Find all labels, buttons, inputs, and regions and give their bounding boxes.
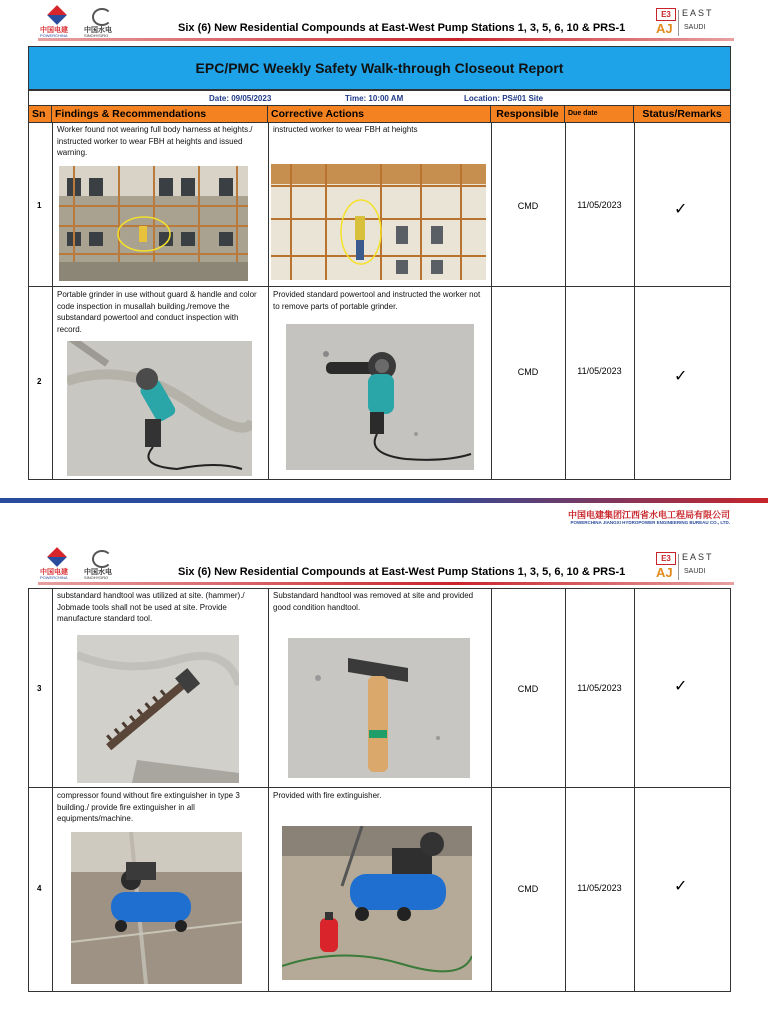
action-text: Provided with fire extinguisher. (273, 791, 382, 800)
action-text: Provided standard powertool and instructed the worker not to remove parts of portable grinder. (273, 290, 481, 311)
finding-text: Portable grinder in use without guard & handle and color code inspection in musallah building./remove the substandard powertool and conduct inspection with record. (57, 290, 257, 334)
document-title: Six (6) New Residential Compounds at East-West Pump Stations 1, 3, 5, 6, 10 & PRS-1 (178, 566, 626, 578)
responsible-value: CMD (517, 201, 539, 211)
footer-company-cn: 中国电建集团江西省水电工程局有限公司 (567, 510, 730, 520)
report-title: EPC/PMC Weekly Safety Walk-through Closeout Report (28, 46, 731, 90)
row-sn: 1 (37, 201, 42, 210)
col-responsible: Responsible (491, 106, 565, 122)
responsible-value: CMD (517, 884, 539, 894)
header-stripe (38, 582, 734, 585)
footer-company-en: POWERCHINA JIANGXI HYDROPOWER ENGINEERING BUREAU CO., LTD. (570, 520, 730, 525)
row-sn: 4 (37, 884, 42, 893)
row-sn: 3 (37, 684, 42, 693)
action-photo-1 (271, 164, 486, 280)
powerchina-logo: 中国电建 POWERCHINA (40, 550, 78, 580)
checkmark-icon: ✓ (674, 368, 688, 385)
sinohydro-logo: 中国水电 SINOHYDRO (84, 8, 120, 38)
col-corrective: Corrective Actions (268, 106, 491, 122)
east-aj-logo: E3 AJ EAST SAUDI (656, 552, 714, 580)
finding-photo-1 (59, 166, 248, 281)
action-photo-3 (288, 638, 470, 778)
col-status: Status/Remarks (634, 106, 731, 122)
col-sn: Sn (28, 106, 52, 122)
due-value: 11/05/2023 (577, 200, 622, 210)
row-sn: 2 (37, 377, 42, 386)
due-value: 11/05/2023 (577, 683, 622, 693)
checkmark-icon: ✓ (674, 678, 688, 695)
report-location: Location: PS#01 Site (464, 94, 544, 103)
checkmark-icon: ✓ (674, 878, 688, 895)
col-findings: Findings & Recommendations (52, 106, 268, 122)
east-aj-logo: E3 AJ EAST SAUDI (656, 8, 714, 36)
action-photo-2 (286, 324, 474, 470)
finding-text: compressor found without fire extinguisher in type 3 building./ provide fire extinguisher in all equipments/machine. (57, 791, 240, 823)
report-time: Time: 10:00 AM (345, 94, 404, 103)
finding-photo-2 (67, 341, 252, 476)
powerchina-logo: 中国电建 POWERCHINA (40, 8, 78, 38)
document-title: Six (6) New Residential Compounds at East-West Pump Stations 1, 3, 5, 6, 10 & PRS-1 (178, 22, 626, 34)
sinohydro-logo: 中国水电 SINOHYDRO (84, 550, 120, 580)
responsible-value: CMD (517, 367, 539, 377)
finding-text: substandard handtool was utilized at site. (hammer)./ Jobmade tools shall not be used at site. Provide manufacture standard tool. (57, 591, 245, 623)
checkmark-icon: ✓ (674, 201, 688, 218)
action-text: instructed worker to wear FBH at heights (273, 125, 418, 134)
action-text: Substandard handtool was removed at site and provided good condition handtool. (273, 591, 474, 612)
report-date: Date: 09/05/2023 (209, 94, 272, 103)
header-stripe (38, 38, 734, 41)
footer-stripe (0, 498, 768, 503)
due-value: 11/05/2023 (577, 883, 622, 893)
due-value: 11/05/2023 (577, 366, 622, 376)
finding-photo-4 (71, 832, 242, 984)
finding-photo-3 (77, 635, 239, 783)
action-photo-4 (282, 826, 472, 980)
responsible-value: CMD (517, 684, 539, 694)
finding-text: Worker found not wearing full body harness at heights./ instructed worker to wear FBH at heights and issued warning. (57, 125, 253, 157)
col-due: Due date (565, 106, 634, 122)
